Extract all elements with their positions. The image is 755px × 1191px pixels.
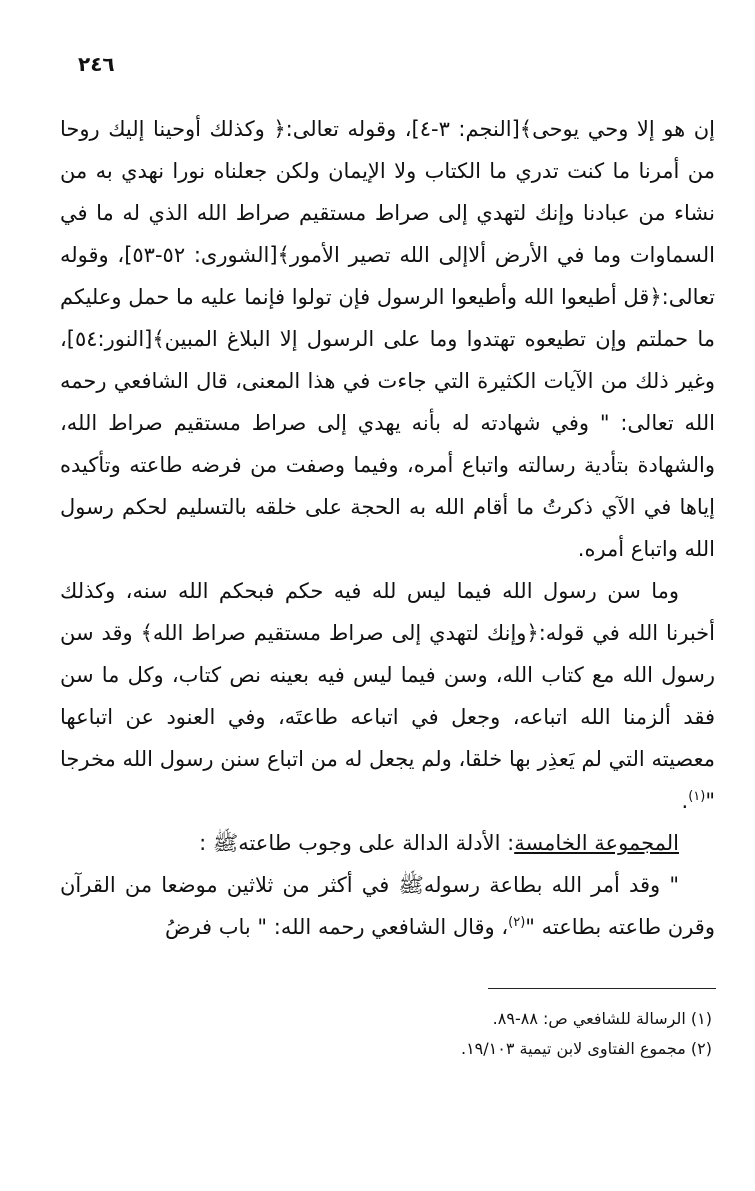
footnote-ref-2: (٢) (508, 915, 526, 930)
page-number: ٢٤٦ (78, 52, 115, 76)
footnote-ref-1: (١) (688, 789, 706, 804)
paragraph-ibn-taymiyya-quote (60, 864, 715, 948)
section-heading (60, 822, 715, 864)
paragraph-ibn-taymiyya-text: " وقد أمر الله بطاعة رسولهﷺ في أكثر من ثلاثين موضعا من القرآن وقرن طاعته بطاعته " (60, 873, 715, 939)
paragraph-shafii-quote (60, 570, 715, 822)
footnote-separator (488, 988, 716, 989)
section-heading-rest: : الأدلة الدالة على وجوب طاعتهﷺ : (199, 831, 515, 855)
paragraph-end-dot: . (681, 789, 689, 813)
footnotes (60, 1004, 712, 1064)
footnote-1-number: (١) (690, 1009, 712, 1028)
paragraph-shafii-text: وما سن رسول الله فيما ليس لله فيه حكم فبحكم الله سنه، وكذلك أخبرنا الله في قوله:﴿وإنك لتهدي إلى صراط مستقيم صراط الله﴾ وقد سن رسول الله مع كتاب الله، وسن فيما ليس فيه بعينه نص كتاب، وكل ما سن فقد ألزمنا الله اتباعه، وجعل في اتباعه طاعتَه، وفي العنود عن اتباعها معصيته التي لم يَعذِر بها خلقا، ولم يجعل له من اتباع سنن رسول الله مخرجا " (60, 579, 715, 813)
footnote-1-text: الرسالة للشافعي ص: ٨٨-٨٩. (492, 1009, 686, 1028)
paragraph-continuation: ، وقال الشافعي رحمه الله: " باب فرضُ (165, 915, 509, 939)
main-text (60, 108, 715, 948)
footnote-2 (60, 1034, 712, 1064)
footnote-1 (60, 1004, 712, 1034)
footnote-2-text: مجموع الفتاوى لابن تيمية ١٩/١٠٣. (460, 1039, 686, 1058)
footnote-2-number: (٢) (690, 1039, 712, 1058)
section-heading-label: المجموعة الخامسة (514, 831, 679, 855)
paragraph-quran-quotes: إن هو إلا وحي يوحى﴾[النجم: ٣-٤]، وقوله تعالى:﴿ وكذلك أوحينا إليك روحا من أمرنا ما كنت تدري ما الكتاب ولا الإيمان ولكن جعلناه نورا نهدي به من نشاء من عبادنا وإنك لتهدي إلى صراط مستقيم صراط الله الذي له ما في السماوات وما في الأرض ألاإلى الله تصير الأمور﴾[الشورى: ٥٢-٥٣]، وقوله تعالى:﴿قل أطيعوا الله وأطيعوا الرسول فإن تولوا فإنما عليه ما حمل وعليكم ما حملتم وإن تطيعوه تهتدوا وما على الرسول إلا البلاغ المبين﴾[النور:٥٤]، وغير ذلك من الآيات الكثيرة التي جاءت في هذا المعنى، قال الشافعي رحمه الله تعالى: " وفي شهادته له بأنه يهدي إلى صراط مستقيم صراط الله، والشهادة بتأدية رسالته واتباع أمره، وفيما وصفت من فرضه طاعته وتأكيده إياها في الآي ذكرتُ ما أقام الله به الحجة على خلقه بالتسليم لحكم رسول الله واتباع أمره. (60, 117, 715, 561)
